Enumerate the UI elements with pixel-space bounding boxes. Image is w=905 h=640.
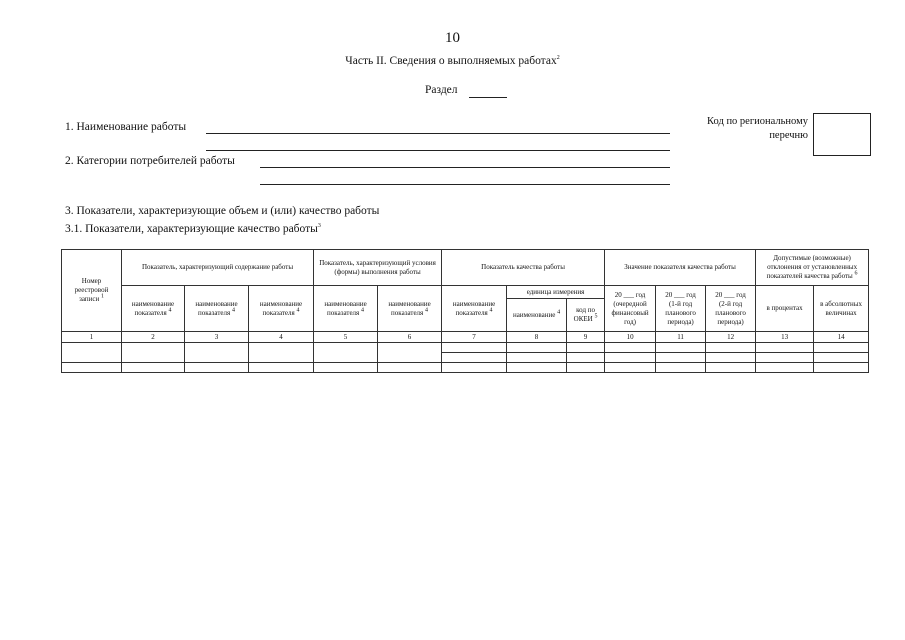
part-title-text: Часть II. Сведения о выполняемых работах <box>345 55 557 67</box>
year-plan1-label: 20 ___ год <box>665 290 696 299</box>
table-cell[interactable] <box>378 363 442 373</box>
year-prefix: 20 <box>715 290 723 299</box>
part-title <box>0 55 905 67</box>
table-row <box>62 363 869 373</box>
okei-line2 <box>569 315 602 324</box>
registry-number-line1: Номер <box>81 277 102 285</box>
indicator-name-line2 <box>316 309 375 318</box>
year-current-line1: (очередной <box>613 299 647 308</box>
indicator-name-line1: наименование <box>259 299 303 308</box>
indicator-name-line2-text: показателя <box>134 308 167 317</box>
table-cell[interactable] <box>656 353 706 363</box>
table-cell[interactable] <box>442 353 507 363</box>
conditions-indicator-header: Показатель, характеризующий условия (формы) выполнения работы <box>314 250 442 286</box>
indicator-name-line2 <box>187 309 246 318</box>
table-cell[interactable] <box>378 343 442 363</box>
indicator-name-line2-text: показателя <box>327 308 360 317</box>
work-name-field-line-2[interactable] <box>206 150 670 151</box>
indicator-name-line1: наименование <box>195 299 238 308</box>
quality-indicator-name <box>442 286 507 332</box>
column-number: 4 <box>249 332 314 343</box>
section-number-field[interactable] <box>469 97 507 98</box>
content-indicator-header: Показатель, характеризующий содержание работы <box>122 250 314 286</box>
content-indicator-name-2 <box>185 286 249 332</box>
table-cell[interactable] <box>706 363 756 373</box>
table-cell[interactable] <box>605 343 656 353</box>
year-prefix: 20 <box>614 290 622 299</box>
quality-indicators-table <box>61 249 869 373</box>
unit-name-header <box>507 299 567 332</box>
table-cell[interactable] <box>314 363 378 373</box>
indicator-name-line2-text: показателя <box>391 308 424 317</box>
year-plan1-line3: периода) <box>667 317 694 326</box>
deviation-header <box>756 250 869 286</box>
table-cell[interactable] <box>814 353 869 363</box>
indicator-name-line1: наименование <box>131 299 175 308</box>
year-current-line2: финансовый <box>611 308 649 317</box>
quality-indicator-header: Показатель качества работы <box>442 250 605 286</box>
conditions-indicator-name-1 <box>314 286 378 332</box>
year-plan1-header <box>656 286 706 332</box>
registry-number-line3 <box>64 295 119 304</box>
table-cell[interactable] <box>442 363 507 373</box>
table-cell[interactable] <box>706 343 756 353</box>
table-cell[interactable] <box>706 353 756 363</box>
deviation-footnote: 6 <box>854 270 858 277</box>
column-number: 13 <box>756 332 814 343</box>
year-current-line3: год) <box>624 317 636 326</box>
indicator-name-line2-text: показателя <box>455 308 488 317</box>
table-cell[interactable] <box>249 363 314 373</box>
conditions-indicator-name-2 <box>378 286 442 332</box>
table-cell[interactable] <box>814 363 869 373</box>
quality-heading-text: 3.1. Показатели, характеризующие качество работы <box>65 223 318 235</box>
column-number: 12 <box>706 332 756 343</box>
table-cell[interactable] <box>314 343 378 363</box>
percent-header: в процентах <box>756 286 814 332</box>
table-cell[interactable] <box>62 363 122 373</box>
work-name-label: 1. Наименование работы <box>65 121 187 133</box>
table-cell[interactable] <box>567 343 605 353</box>
table-cell[interactable] <box>756 363 814 373</box>
table-cell[interactable] <box>185 363 249 373</box>
table-cell[interactable] <box>249 343 314 363</box>
table-cell[interactable] <box>122 363 185 373</box>
registry-number-line3-text: записи <box>79 295 100 303</box>
year-suffix: год <box>736 290 746 299</box>
column-number: 10 <box>605 332 656 343</box>
table-cell[interactable] <box>605 363 656 373</box>
year-plan2-line1: (2-й год <box>718 299 743 308</box>
indicator-name-footnote: 4 <box>231 307 235 314</box>
table-cell[interactable] <box>507 363 567 373</box>
indicator-name-footnote: 4 <box>168 307 172 314</box>
year-plan1-line2: планового <box>665 308 696 317</box>
page-number: 10 <box>445 30 460 46</box>
okei-line2-text: ОКЕИ <box>573 315 593 323</box>
year-plan2-line3: периода) <box>717 317 744 326</box>
quality-heading <box>65 223 321 235</box>
quality-value-header: Значение показателя качества работы <box>605 250 756 286</box>
table-cell[interactable] <box>442 343 507 353</box>
consumer-categories-field-line-1[interactable] <box>260 167 670 168</box>
column-number: 8 <box>507 332 567 343</box>
indicator-name-footnote: 4 <box>296 307 300 314</box>
table-cell[interactable] <box>656 343 706 353</box>
column-number: 6 <box>378 332 442 343</box>
unit-name-footnote: 4 <box>557 309 561 316</box>
indicator-name-line2 <box>251 309 311 318</box>
column-number: 1 <box>62 332 122 343</box>
regional-code-box[interactable] <box>813 113 871 156</box>
regional-code-label-line2: перечню <box>769 130 808 141</box>
year-plan2-line2: планового <box>715 308 746 317</box>
column-number: 2 <box>122 332 185 343</box>
indicator-name-line1: наименование <box>324 299 367 308</box>
column-number: 9 <box>567 332 605 343</box>
column-numbers-row <box>62 332 869 343</box>
content-indicator-name-1 <box>122 286 185 332</box>
registry-number-header <box>62 250 122 332</box>
work-name-field-line-1[interactable] <box>206 133 670 134</box>
table-cell[interactable] <box>656 363 706 373</box>
okei-line1: код по <box>576 306 595 314</box>
column-number: 5 <box>314 332 378 343</box>
unit-header: единица измерения <box>507 286 605 299</box>
content-indicator-name-3 <box>249 286 314 332</box>
part-title-footnote: 2 <box>556 55 560 62</box>
quality-heading-footnote: 3 <box>317 223 321 230</box>
year-current-header <box>605 286 656 332</box>
indicator-name-line1: наименование <box>452 299 496 308</box>
table-cell[interactable] <box>507 343 567 353</box>
indicator-name-line1: наименование <box>388 299 431 308</box>
table-header-row-2 <box>62 286 869 299</box>
year-current-label: 20 ___ год <box>614 290 646 299</box>
absolute-line1: в абсолютных <box>820 299 863 308</box>
table-row <box>62 343 869 353</box>
regional-code-label <box>690 115 808 143</box>
table-header-row-1 <box>62 250 869 286</box>
table-cell[interactable] <box>756 343 814 353</box>
table-cell[interactable] <box>185 343 249 363</box>
year-prefix: 20 <box>665 290 673 299</box>
indicators-heading: 3. Показатели, характеризующие объем и (или) качество работы <box>65 205 380 217</box>
section-label: Раздел <box>425 84 458 96</box>
registry-number-footnote: 1 <box>100 293 104 300</box>
year-plan2-label: 20 ___ год <box>715 290 746 299</box>
consumer-categories-label: 2. Категории потребителей работы <box>65 155 235 167</box>
indicator-name-line2-text: показателя <box>198 308 231 317</box>
table-cell[interactable] <box>756 353 814 363</box>
indicator-name-footnote: 4 <box>489 307 493 314</box>
absolute-header <box>814 286 869 332</box>
indicator-name-line2 <box>380 309 439 318</box>
year-suffix: год <box>686 290 696 299</box>
table-cell[interactable] <box>122 343 185 363</box>
absolute-line2: величинах <box>825 308 857 317</box>
column-number: 7 <box>442 332 507 343</box>
table-cell[interactable] <box>567 363 605 373</box>
okei-code-header <box>567 299 605 332</box>
year-plan2-header <box>706 286 756 332</box>
indicator-name-line2 <box>444 309 504 318</box>
indicator-name-line2-text: показателя <box>262 308 295 317</box>
registry-number-line2: реестровой <box>74 286 109 294</box>
okei-footnote: 5 <box>594 313 598 320</box>
indicator-name-line2 <box>124 309 182 318</box>
table-cell[interactable] <box>814 343 869 353</box>
column-number: 3 <box>185 332 249 343</box>
regional-code-label-line1: Код по региональному <box>707 116 808 127</box>
deviation-header-text: Допустимые (возможные) отклонения от установленных показателей качества работы <box>766 254 858 280</box>
table-cell[interactable] <box>62 343 122 363</box>
column-number: 11 <box>656 332 706 343</box>
table-cell[interactable] <box>507 353 567 363</box>
consumer-categories-field-line-2[interactable] <box>260 184 670 185</box>
year-suffix: год <box>635 290 646 299</box>
indicator-name-footnote: 4 <box>425 307 429 314</box>
year-plan1-line1: (1-й год <box>668 299 693 308</box>
indicator-name-footnote: 4 <box>361 307 365 314</box>
unit-name-text: наименование <box>513 310 556 319</box>
table-cell[interactable] <box>567 353 605 363</box>
table-cell[interactable] <box>605 353 656 363</box>
column-number: 14 <box>814 332 869 343</box>
